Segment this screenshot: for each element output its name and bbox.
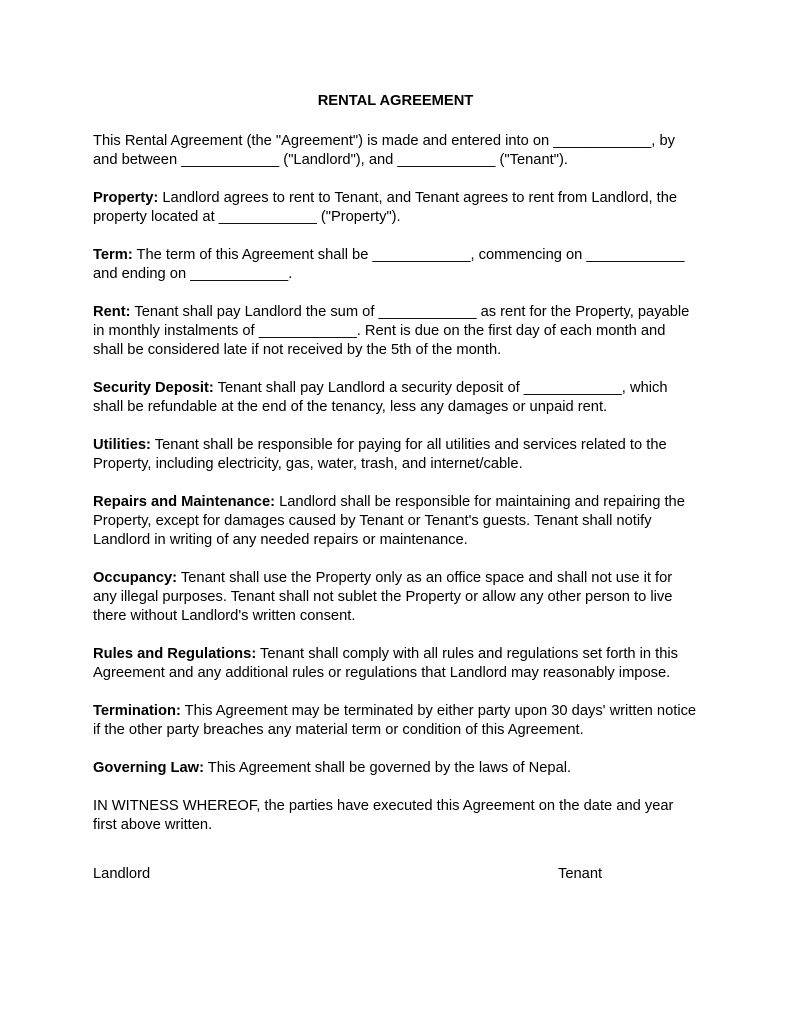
agreement-paragraph-property — [93, 189, 698, 227]
agreement-paragraph-paragraph-11 — [93, 797, 698, 835]
section-text: Tenant shall pay Landlord the sum of ____________ as rent for the Property, payable in monthly instalments of ____________. Rent is due on the first day of each month and shall be considered late if not received by the 5th of the month. — [93, 304, 690, 358]
agreement-paragraph-termination — [93, 702, 698, 740]
agreement-paragraph-term — [93, 246, 698, 284]
section-text: IN WITNESS WHEREOF, the parties have executed this Agreement on the date and year first above written. — [93, 798, 674, 833]
agreement-paragraph-repairs-and-maintenance — [93, 493, 698, 550]
section-text: Tenant shall pay Landlord a security deposit of ____________, which shall be refundable at the end of the tenancy, less any damages or unpaid rent. — [93, 380, 668, 415]
section-text: Landlord agrees to rent to Tenant, and Tenant agrees to rent from Landlord, the property located at ____________ ("Property"). — [93, 190, 678, 225]
document-title: RENTAL AGREEMENT — [317, 93, 474, 109]
section-text: This Agreement may be terminated by either party upon 30 days' written notice if the other party breaches any material term or condition of this Agreement. — [93, 703, 697, 738]
agreement-paragraph-security-deposit — [93, 379, 698, 417]
agreement-paragraph-utilities — [93, 436, 698, 474]
agreement-paragraph-governing-law — [93, 759, 698, 778]
section-label: Term: — [93, 247, 133, 263]
section-label: Termination: — [93, 703, 181, 719]
section-text: Landlord shall be responsible for maintaining and repairing the Property, except for damages caused by Tenant or Tenant's guests. Tenant shall notify Landlord in writing of any needed repairs or maintenance. — [93, 494, 685, 548]
section-label: Repairs and Maintenance: — [93, 494, 276, 510]
section-label: Rent: — [93, 304, 131, 320]
document-body — [93, 132, 698, 835]
section-text: Tenant shall be responsible for paying for all utilities and services related to the Property, including electricity, gas, water, trash, and internet/cable. — [93, 437, 667, 472]
section-label: Security Deposit: — [93, 380, 214, 396]
section-text: This Agreement shall be governed by the laws of Nepal. — [203, 760, 572, 776]
section-label: Occupancy: — [93, 570, 178, 586]
section-text: Tenant shall use the Property only as an office space and shall not use it for any illegal purposes. Tenant shall not sublet the Property or allow any other person to live there without Landlord's written consent. — [93, 570, 673, 624]
signature-row — [93, 865, 698, 884]
section-label: Governing Law: — [93, 760, 204, 776]
section-label: Property: — [93, 190, 159, 206]
landlord-signature-label: Landlord — [93, 866, 151, 882]
tenant-signature-label: Tenant — [558, 866, 603, 882]
agreement-paragraph-paragraph-0 — [93, 132, 698, 170]
section-text: The term of this Agreement shall be ____________, commencing on ____________ and ending on ____________. — [93, 247, 685, 282]
section-label: Utilities: — [93, 437, 151, 453]
section-text: This Rental Agreement (the "Agreement") is made and entered into on ____________, by and between ____________ ("Landlord"), and ____________ ("Tenant"). — [93, 133, 675, 168]
agreement-paragraph-rules-and-regulations — [93, 645, 698, 683]
agreement-paragraph-occupancy — [93, 569, 698, 626]
agreement-paragraph-rent — [93, 303, 698, 360]
section-label: Rules and Regulations: — [93, 646, 257, 662]
section-text: Tenant shall comply with all rules and regulations set forth in this Agreement and any additional rules or regulations that Landlord may reasonably impose. — [93, 646, 679, 681]
